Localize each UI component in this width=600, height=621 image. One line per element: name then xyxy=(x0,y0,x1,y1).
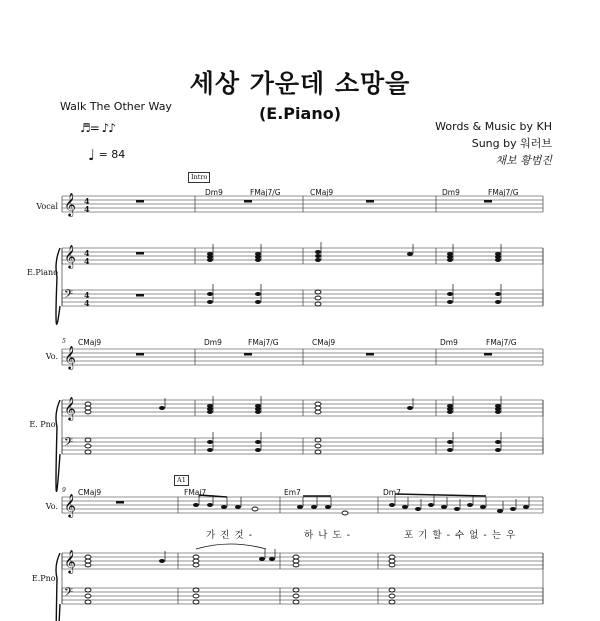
note-head xyxy=(447,448,453,452)
half-note-head xyxy=(193,555,199,559)
vocal-staff-label: Vo. xyxy=(45,352,58,361)
words-music-credit: Words & Music by KH xyxy=(435,120,552,133)
treble-clef: 𝄞 xyxy=(64,396,76,420)
note-head xyxy=(495,440,501,444)
note-head xyxy=(480,505,486,509)
note-head xyxy=(221,505,227,509)
time-signature: 4 xyxy=(84,204,90,214)
half-note-head xyxy=(85,402,91,406)
note-head xyxy=(159,559,165,563)
note-head xyxy=(497,509,503,513)
chord-symbol: Em7 xyxy=(284,488,301,497)
half-note-head xyxy=(315,438,321,442)
half-note-head xyxy=(315,296,321,300)
chord-symbol: CMaj9 xyxy=(78,338,102,347)
half-note-head xyxy=(293,594,299,598)
chord-symbol: CMaj9 xyxy=(78,488,102,497)
note-head xyxy=(467,503,473,507)
whole-rest xyxy=(366,353,374,356)
half-note-head xyxy=(193,600,199,604)
half-note-head xyxy=(315,410,321,414)
whole-rest xyxy=(366,200,374,203)
note-head xyxy=(447,300,453,304)
note-head xyxy=(255,410,261,414)
whole-rest xyxy=(136,294,144,297)
half-note-head xyxy=(193,563,199,567)
note-head xyxy=(207,258,213,262)
note-head xyxy=(495,300,501,304)
treble-clef: 𝄞 xyxy=(64,345,76,369)
half-note-head xyxy=(315,450,321,454)
whole-rest xyxy=(484,200,492,203)
half-note-head xyxy=(85,594,91,598)
vocal-staff-label: Vocal xyxy=(36,202,58,211)
note-head xyxy=(255,292,261,296)
half-note-head xyxy=(315,402,321,406)
note-head xyxy=(255,258,261,262)
chord-symbol: FMaj7/G xyxy=(248,338,279,347)
measure-number: 9 xyxy=(62,487,66,494)
half-note-head xyxy=(315,290,321,294)
half-note-head xyxy=(85,600,91,604)
beam xyxy=(395,494,486,496)
chord-symbol: Dm7 xyxy=(383,488,401,497)
quarter-note-icon: ♩ xyxy=(88,146,96,164)
half-note-head xyxy=(85,450,91,454)
time-signature: 4 xyxy=(84,248,90,258)
chord-symbol: Dm9 xyxy=(442,188,460,197)
note-head xyxy=(402,505,408,509)
piano-staff-label: E. Pno. xyxy=(29,420,58,429)
chord-symbol: Dm9 xyxy=(204,338,222,347)
note-head xyxy=(510,507,516,511)
half-note-head xyxy=(389,555,395,559)
half-note-head xyxy=(293,600,299,604)
half-note-head xyxy=(293,563,299,567)
chord-symbol: FMaj7 xyxy=(184,488,207,497)
half-note-head xyxy=(85,555,91,559)
half-note-head xyxy=(85,406,91,410)
note-head xyxy=(255,300,261,304)
note-head xyxy=(207,292,213,296)
treble-clef: 𝄞 xyxy=(64,192,76,216)
note-head xyxy=(447,410,453,414)
bass-clef: 𝄢 xyxy=(64,288,74,304)
whole-rest xyxy=(244,200,252,203)
piano-brace xyxy=(56,248,60,324)
note-head xyxy=(159,406,165,410)
note-head xyxy=(207,448,213,452)
song-title: 세상 가운데 소망을 xyxy=(189,69,411,98)
rehearsal-mark-a1: A1 xyxy=(174,475,189,486)
treble-clef: 𝄞 xyxy=(64,493,76,517)
measure-number: 5 xyxy=(62,338,66,345)
half-note-head xyxy=(85,559,91,563)
half-note-head xyxy=(315,406,321,410)
chord-symbol: FMaj7/G xyxy=(488,188,519,197)
note-head xyxy=(255,440,261,444)
half-note-head xyxy=(85,444,91,448)
time-signature: 4 xyxy=(84,290,90,300)
note-head xyxy=(207,300,213,304)
note-head xyxy=(447,258,453,262)
note-head xyxy=(255,448,261,452)
tie xyxy=(196,544,266,549)
half-note-head xyxy=(293,559,299,563)
chord-symbol: CMaj9 xyxy=(312,338,336,347)
half-note-head xyxy=(389,559,395,563)
note-head xyxy=(311,505,317,509)
note-head xyxy=(415,507,421,511)
note-head xyxy=(447,292,453,296)
half-note-head xyxy=(85,438,91,442)
note-head xyxy=(407,252,413,256)
note-head xyxy=(523,505,529,509)
note-head xyxy=(495,448,501,452)
tempo-value: = 84 xyxy=(98,148,126,161)
note-head xyxy=(407,406,413,410)
lyric-line: 포 기 할 - 수 없 - 는 우 xyxy=(404,530,517,541)
vocal-staff-label: Vo. xyxy=(45,502,58,511)
note-head xyxy=(441,505,447,509)
bass-clef: 𝄢 xyxy=(64,436,74,452)
note-head xyxy=(207,440,213,444)
half-note-head xyxy=(293,555,299,559)
chord-symbol: FMaj7/G xyxy=(486,338,517,347)
note-head xyxy=(315,250,321,254)
note-head xyxy=(315,258,321,262)
note-head xyxy=(235,505,241,509)
chord-symbol: FMaj7/G xyxy=(250,188,281,197)
half-note-head xyxy=(85,410,91,414)
transcription-credit: 채보 황범진 xyxy=(495,154,552,167)
bass-clef: 𝄢 xyxy=(64,586,74,602)
note-head xyxy=(495,292,501,296)
rehearsal-mark-intro: Intro xyxy=(188,172,210,183)
treble-clef: 𝄞 xyxy=(64,244,76,268)
half-note-head xyxy=(193,588,199,592)
sung-by-credit: Sung by 워러브 xyxy=(471,137,552,150)
piano-staff-label: E.Pno. xyxy=(31,574,58,583)
note-head xyxy=(495,258,501,262)
half-note-head xyxy=(342,511,348,515)
half-note-head xyxy=(315,444,321,448)
note-head xyxy=(428,503,434,507)
note-head xyxy=(297,505,303,509)
note-head xyxy=(325,505,331,509)
piano-brace xyxy=(56,553,60,621)
note-head xyxy=(454,507,460,511)
chord-symbol: CMaj9 xyxy=(310,188,334,197)
piano-brace xyxy=(56,400,60,491)
time-signature: 4 xyxy=(84,298,90,308)
whole-rest xyxy=(484,353,492,356)
whole-rest xyxy=(116,501,124,504)
half-note-head xyxy=(85,588,91,592)
swing-marking: ♬= ♪♪ xyxy=(80,121,115,135)
note-head xyxy=(259,557,265,561)
treble-clef: 𝄞 xyxy=(64,549,76,573)
lyric-line: 가 진 것 - xyxy=(206,530,254,541)
half-note-head xyxy=(389,588,395,592)
half-note-head xyxy=(85,563,91,567)
whole-rest xyxy=(244,353,252,356)
note-head xyxy=(495,410,501,414)
half-note-head xyxy=(389,563,395,567)
note-head xyxy=(269,557,275,561)
note-head xyxy=(193,503,199,507)
whole-rest xyxy=(136,252,144,255)
half-note-head xyxy=(293,588,299,592)
song-subtitle: (E.Piano) xyxy=(258,104,342,123)
half-note-head xyxy=(193,559,199,563)
half-note-head xyxy=(389,600,395,604)
time-signature: 4 xyxy=(84,196,90,206)
whole-rest xyxy=(136,353,144,356)
half-note-head xyxy=(315,302,321,306)
note-head xyxy=(315,254,321,258)
style-indication: Walk The Other Way xyxy=(60,100,172,113)
half-note-head xyxy=(389,594,395,598)
half-note-head xyxy=(252,507,258,511)
note-head xyxy=(207,503,213,507)
note-head xyxy=(447,440,453,444)
piano-staff-label: E.Piano xyxy=(26,268,58,277)
whole-rest xyxy=(136,200,144,203)
half-note-head xyxy=(193,594,199,598)
note-head xyxy=(389,503,395,507)
chord-symbol: Dm9 xyxy=(205,188,223,197)
chord-symbol: Dm9 xyxy=(440,338,458,347)
lyric-line: 하 나 도 - xyxy=(304,530,352,541)
note-head xyxy=(207,410,213,414)
time-signature: 4 xyxy=(84,256,90,266)
